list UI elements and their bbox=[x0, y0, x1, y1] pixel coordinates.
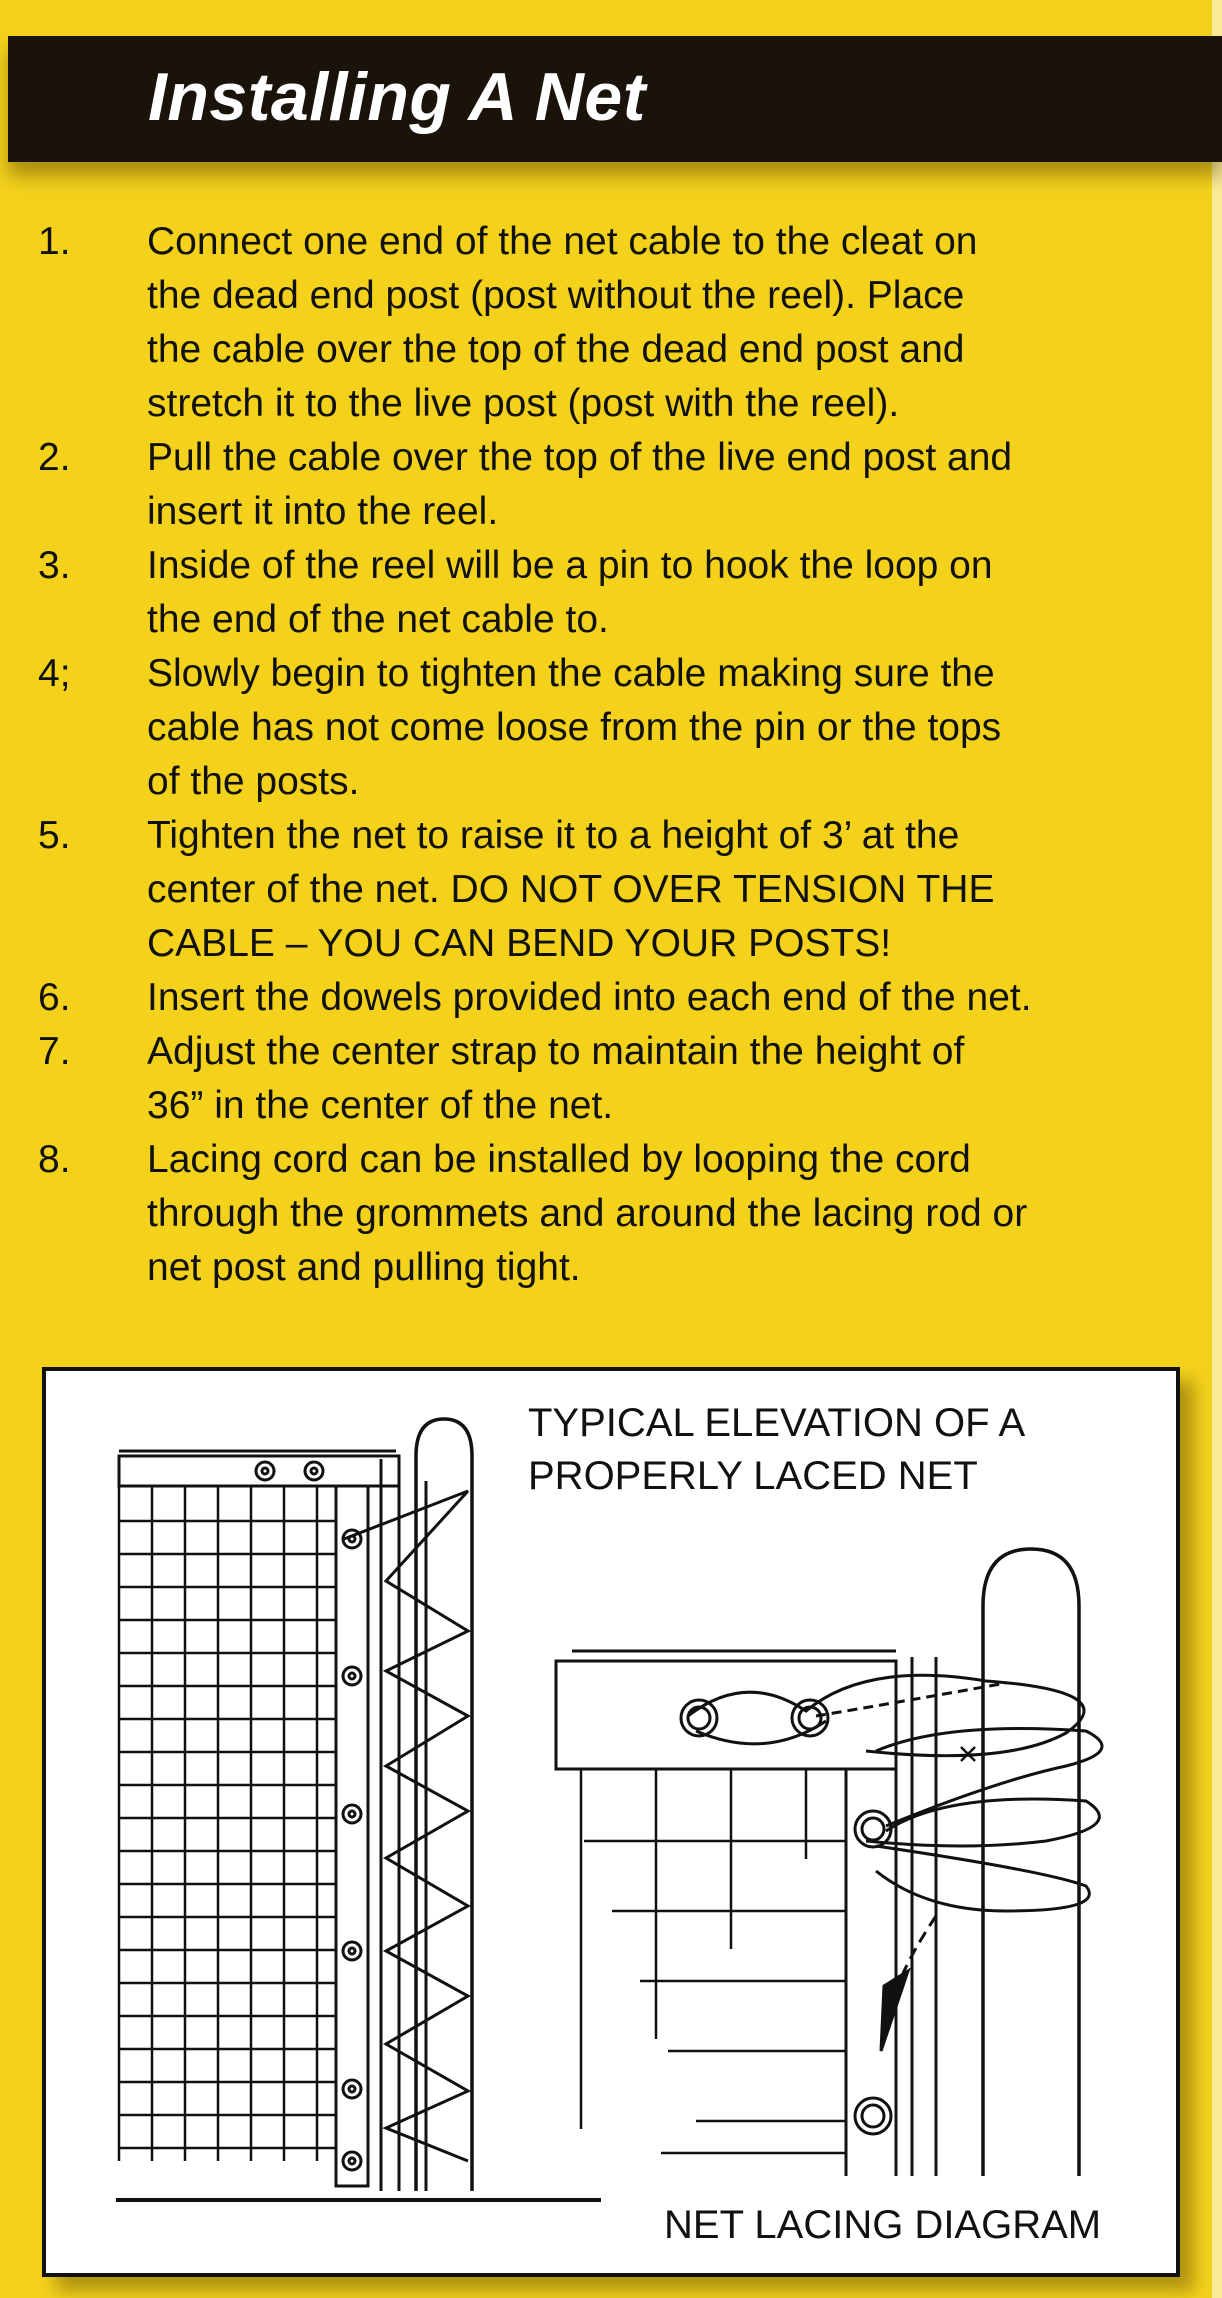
step-3 bbox=[0, 539, 1222, 647]
net-lacing-diagram bbox=[42, 1367, 1180, 2277]
title-bar bbox=[8, 36, 1222, 162]
step-text: Slowly begin to tighten the cable making sure the cable has not come loose from the pin or the tops of the posts. bbox=[147, 652, 1002, 803]
lacing-net-mesh bbox=[556, 1769, 846, 2153]
diagram-bottom-caption: NET LACING DIAGRAM bbox=[664, 2203, 1102, 2247]
step-text: Inside of the reel will be a pin to hook the loop on the end of the net cable to. bbox=[147, 544, 993, 641]
step-text: Tighten the net to raise it to a height of 3’ at the center of the net. DO NOT OVER TENSION THE CABLE – YOU CAN BEND YOUR POSTS! bbox=[147, 814, 995, 965]
step-text: Lacing cord can be installed by looping the cord through the grommets and around the lacing rod or net post and pulling tight. bbox=[147, 1138, 1028, 1289]
step-number: 4; bbox=[38, 652, 71, 695]
step-6 bbox=[0, 971, 1222, 1025]
step-number: 2. bbox=[38, 436, 71, 479]
step-8 bbox=[0, 1133, 1222, 1295]
elevation-net-mesh bbox=[119, 1486, 336, 2161]
step-5 bbox=[0, 809, 1222, 971]
lacing-detail-illustration bbox=[556, 1549, 1102, 2176]
step-7 bbox=[0, 1025, 1222, 1133]
step-text: Adjust the center strap to maintain the height of 36” in the center of the net. bbox=[147, 1030, 965, 1127]
step-4 bbox=[0, 647, 1222, 809]
step-number: 6. bbox=[38, 976, 71, 1019]
diagram-caption-line-2: PROPERLY LACED NET bbox=[528, 1454, 978, 1498]
step-number: 7. bbox=[38, 1030, 71, 1073]
diagram-caption-line-1: TYPICAL ELEVATION OF A bbox=[528, 1401, 1026, 1445]
steps-list bbox=[0, 215, 1222, 1295]
diagram-illustration bbox=[46, 1371, 1176, 2273]
step-text: Pull the cable over the top of the live end post and insert it into the reel. bbox=[147, 436, 1013, 533]
step-number: 1. bbox=[38, 220, 71, 263]
step-1 bbox=[0, 215, 1222, 431]
step-text: Connect one end of the net cable to the cleat on the dead end post (post without the reel). Place the cable over the top of the dead end post and stretch it to the live post (post with the reel). bbox=[147, 220, 978, 425]
page-title: Installing A Net bbox=[148, 59, 646, 135]
step-number: 8. bbox=[38, 1138, 71, 1181]
step-number: 5. bbox=[38, 814, 71, 857]
step-2 bbox=[0, 431, 1222, 539]
step-text: Insert the dowels provided into each end of the net. bbox=[147, 976, 1032, 1019]
step-number: 3. bbox=[38, 544, 71, 587]
